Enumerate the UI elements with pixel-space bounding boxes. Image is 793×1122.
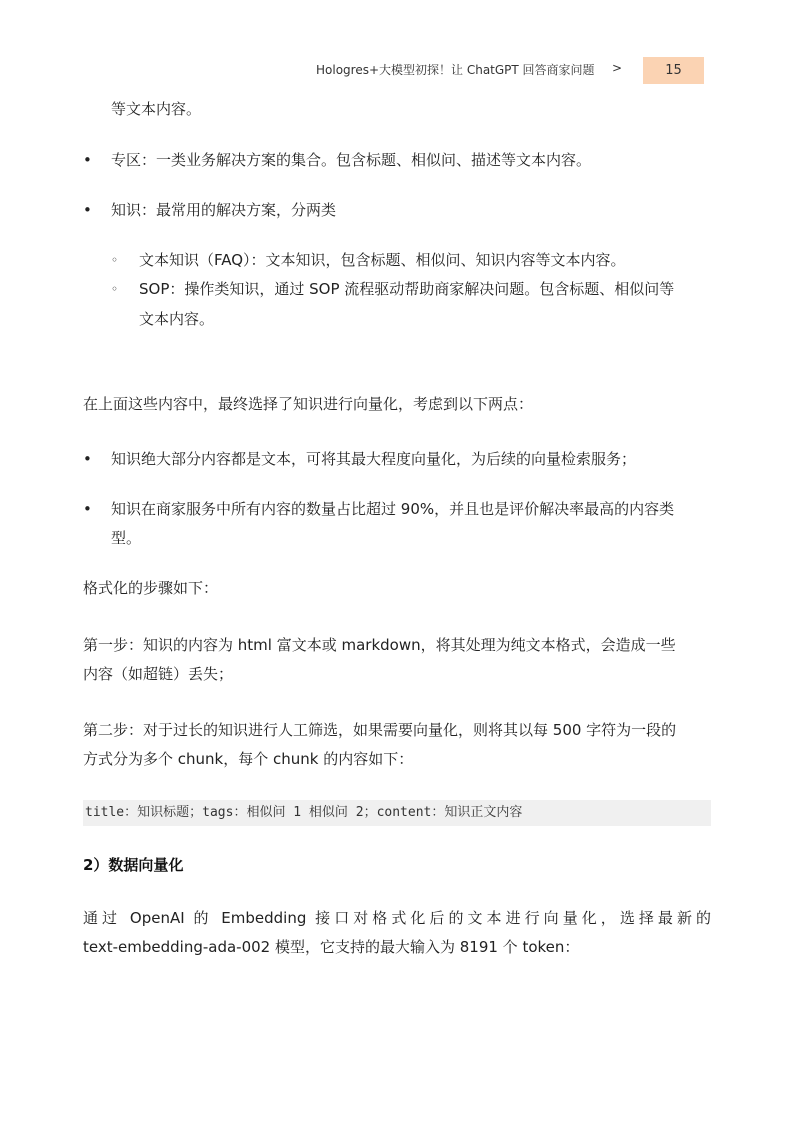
page-number-badge <box>643 57 704 84</box>
paragraph-embedding-line-1: 通过 OpenAI 的 Embedding 接口对格式化后的文本进行向量化，选择最新的 <box>83 909 711 927</box>
bullet-icon: • <box>83 151 92 169</box>
bullet-knowledge: 知识：最常用的解决方案，分两类 <box>111 201 337 219</box>
step-1-line-1: 第一步：知识的内容为 html 富文本或 markdown，将其处理为纯文本格式，会造成一些 <box>83 636 676 654</box>
sub-bullet-faq: 文本知识（FAQ）：文本知识，包含标题、相似问、知识内容等文本内容。 <box>139 251 626 269</box>
bullet-reason-1: 知识绝大部分内容都是文本，可将其最大程度向量化，为后续的向量检索服务； <box>111 450 637 468</box>
section-heading: 2）数据向量化 <box>83 856 184 874</box>
sub-bullet-sop-cont: 文本内容。 <box>139 310 215 328</box>
header-title: Hologres+大模型初探！让 ChatGPT 回答商家问题 <box>316 63 595 77</box>
bullet-icon: • <box>83 201 92 219</box>
sub-bullet-icon: ◦ <box>111 253 119 267</box>
sub-bullet-sop: SOP：操作类知识，通过 SOP 流程驱动帮助商家解决问题。包含标题、相似问等 <box>139 280 675 298</box>
bullet-icon: • <box>83 450 92 468</box>
header-arrow: > <box>612 61 623 75</box>
bullet-reason-2: 知识在商家服务中所有内容的数量占比超过 90%，并且也是评价解决率最高的内容类 <box>111 500 675 518</box>
bullet-zone: 专区：一类业务解决方案的集合。包含标题、相似问、描述等文本内容。 <box>111 151 592 169</box>
sub-bullet-icon: ◦ <box>111 282 119 296</box>
bullet-reason-2-cont: 型。 <box>111 529 142 547</box>
page-number: 15 <box>665 63 682 78</box>
paragraph-format: 格式化的步骤如下： <box>83 579 219 597</box>
step-1-line-2: 内容（如超链）丢失； <box>83 665 234 683</box>
continuation-line: 等文本内容。 <box>111 100 202 118</box>
code-block: title：知识标题；tags：相似问 1 相似问 2；content：知识正文内容 <box>83 800 711 826</box>
bullet-icon: • <box>83 500 92 518</box>
step-2-line-1: 第二步：对于过长的知识进行人工筛选，如果需要向量化，则将其以每 500 字符为一段的 <box>83 721 677 739</box>
paragraph-selection: 在上面这些内容中，最终选择了知识进行向量化，考虑到以下两点： <box>83 395 534 413</box>
paragraph-embedding-line-2: text-embedding-ada-002 模型，它支持的最大输入为 8191 个 token： <box>83 938 580 956</box>
step-2-line-2: 方式分为多个 chunk，每个 chunk 的内容如下： <box>83 750 414 768</box>
